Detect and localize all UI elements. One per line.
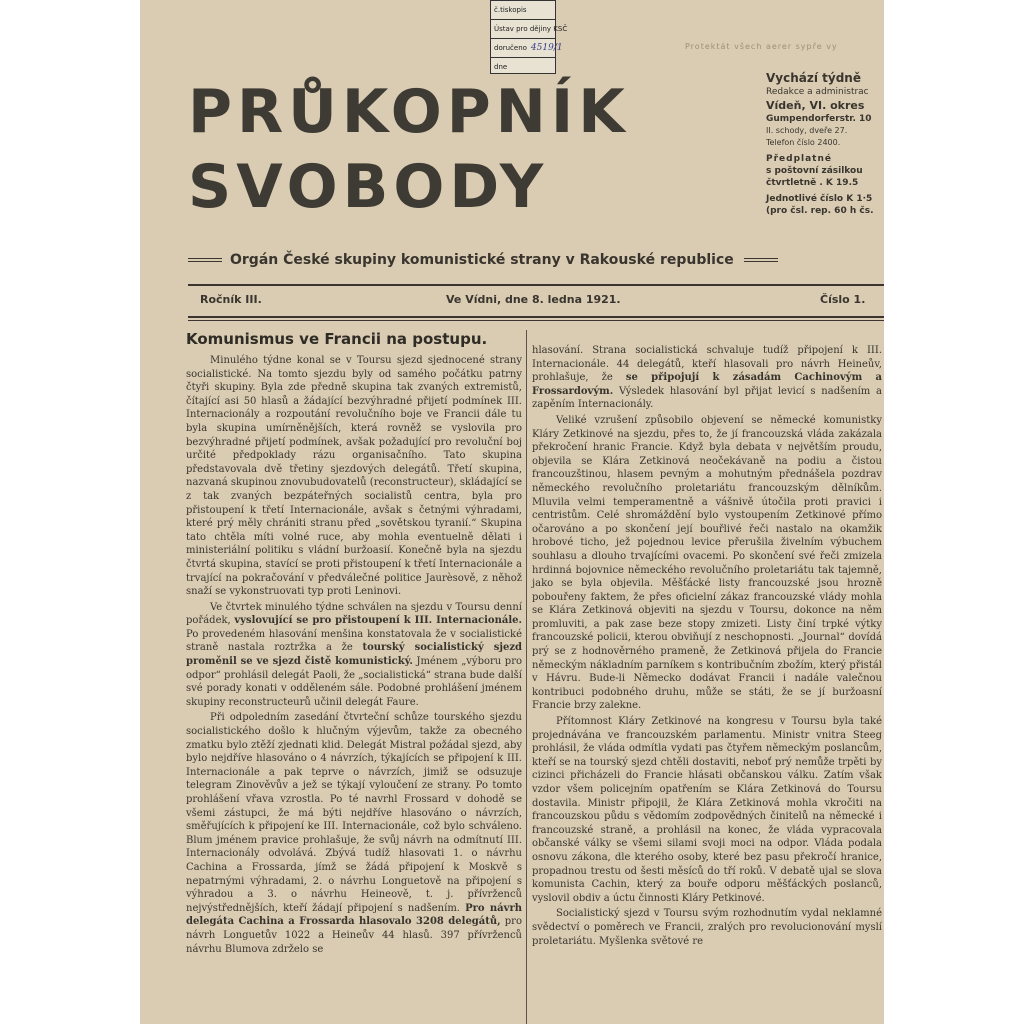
stamp-handwritten-number: 4519/1 xyxy=(530,43,563,53)
article-column-1 xyxy=(186,330,522,1024)
subtitle-dash xyxy=(188,258,222,262)
divider xyxy=(188,320,884,321)
issue-number: Číslo 1. xyxy=(820,293,866,306)
city: Vídeň, VI. okres xyxy=(766,99,865,112)
csr-price: (pro čsl. rep. 60 h čs. xyxy=(766,206,874,216)
subtitle xyxy=(188,252,884,268)
column-divider xyxy=(526,330,527,1024)
quarterly-price: čtvrtletně . K 19.5 xyxy=(766,178,859,188)
article-headline: Komunismus ve Francii na postupu. xyxy=(186,330,488,348)
stamp-row: Ústav pro dějiny KSČ xyxy=(491,20,555,39)
subtitle-dash xyxy=(744,258,778,262)
stamp-row: dne xyxy=(494,63,508,71)
stamp-row: č.tiskopis xyxy=(491,1,555,20)
floor: II. schody, dveře 27. xyxy=(766,126,848,135)
divider xyxy=(188,316,884,318)
publisher-info xyxy=(766,70,896,217)
divider xyxy=(188,284,884,286)
single-issue-price: Jednotlivé číslo K 1·5 xyxy=(766,194,873,204)
frequency: Vychází týdně xyxy=(766,71,861,85)
subtitle-text: Orgán České skupiny komunistické strany v Rakouské republice xyxy=(230,252,734,268)
newspaper-page xyxy=(140,0,884,1024)
paragraph: Veliké vzrušení způsobilo objevení se německé komunistky Kláry Zetkinové na sjezdu, přes to, že jí francouzská vláda zakázala překročení hranic Francie. Když byla debata v největším proudu, objevila se Klára Zetkinová neočekávaně na podiu a čistou francouzštinou, hlasem pevným a mohutným přednášela pozdrav německého revolučního proletariátu francouzským dělníkům. Mluvila velmi temperamentně a vášnivě útočila proti pravici i centristům. Celé shromáždění bylo vystoupením Zetkinové přímo očarováno a po skončení její bouřlivé řeči nastalo na okamžik hrobové ticho, jež pojednou levice přerušila živelním výbuchem souhlasu a dlouho trvajícími ovacemi. Po skončení své řeči zmizela hrdinná bojovnice německého revolučního proletariátu tak tajemně, jako se byla objevila. Měšťácké listy francouzské jsou hrozně pobouřeny faktem, že přes oficielní zákaz francouzské vlády mohla se Klára Zetkinová objeviti na sjezdu v Toursu, dokonce na něm promluviti, a pak zase beze stopy zmizeti. Listy činí trpké výtky francouzské policii, kterou obviňují z neschopnosti. „Journal“ dovídá prý se z hodnověrného prameně, že Zetkinová přijela do Francie německým nákladním parníkem s kontribučním zbožím, který přistál v Hávru. Bude-li Německo dodávat Francii i nadále valečnou kontribuci podobného druhu, může se státi, že se jí buržoasní Francie brzy zalekne. xyxy=(532,414,882,712)
paragraph: Ve čtvrtek minulého týdne schválen na sjezdu v Toursu denní pořádek, vyslovující se pro přistoupení k III. Internacionále. Po provedeném hlasování menšina konstatovala že v socialistické straně nastala roztržka a že tourský socialistický sjezd proměnil se ve sjezd čistě komunistický. Jménem „výboru pro odpor“ prohlásil delegát Paoli, že „socialistická“ strana bude další své porady konati v odděleném sále. Podobné prohlášení jménem skupiny reconstructeurů učinil delegát Faure. xyxy=(186,601,523,708)
subscription-label: Předplatné xyxy=(766,154,832,164)
paragraph: hlasování. Strana socialistická schvaluje tudíž připojení k III. Internacionále. 44 delegátů, kteří hlasovali pro návrh Heineův, prohlašuje, že se připojují k zásadám Cachinovým a Frossardovým. Výsledek hlasování byl přijat levicí s nadšením a zapěním Internacionály. xyxy=(532,345,882,411)
office-label: Redakce a administrac xyxy=(766,87,869,97)
article-column-2 xyxy=(532,344,882,1024)
dateline xyxy=(188,293,884,311)
masthead-title xyxy=(188,75,630,225)
paragraph: Socialistický sjezd v Toursu svým rozhodnutím vydal neklamné svědectví o poměrech ve Francii, zralých pro revolucionování myslí proletariátu. Myšlenka světové re xyxy=(532,908,882,947)
phone: Telefon číslo 2400. xyxy=(766,138,841,147)
archive-stamp xyxy=(490,0,568,74)
subscription-detail: s poštovní zásilkou xyxy=(766,166,863,176)
issue-date: Ve Vídni, dne 8. ledna 1921. xyxy=(446,293,621,306)
volume: Ročník III. xyxy=(200,293,262,306)
masthead-line: SVOBODY xyxy=(188,152,549,222)
paragraph: Při odpoledním zasedání čtvrteční schůze tourského sjezdu socialistického došlo k hlučným výjevům, takže za obecného zmatku bylo ztěží zjednati klid. Delegát Mistral požádal sjezd, aby bylo nejdříve hlasováno o 4 návrzích, týkajících se připojení k III. Internacionále a pak teprve o návrzích, jimiž se odsuzuje telegram Zinověvův a jež se týkají vyloučení ze strany. Po tomto prohlášení vřava vzrostla. Po té navrhl Frossard v dohodě se všemi zástupci, že má býti nejdříve hlasováno o návrzích, směřujících k připojení ke III. Internacionále, což bylo schváleno. Blum jménem pravice prohlašuje, že svůj návrh na odmítnutí III. Internacionály odvolává. Zbývá tudíž hlasovati 1. o návrhu Cachina a Frossarda, jímž se žádá připojení k Moskvě s nepatrnými výhradami, 2. o návrhu Longuetově na připojení s výhradou a 3. o návrhu Heineově, t. j. přívrženců nejvýstřednějších, kteří žádají připojení s nadšením. Pro návrh delegáta Cachina a Frossarda hlasovalo 3208 delegátů, pro návrh Longuetův 1022 a Heineův 44 hlasů. 397 přívrženců návrhu Blumova zdrželo se xyxy=(186,712,522,955)
paragraph: Přítomnost Kláry Zetkinové na kongresu v Toursu byla také projednávána ve francouzském parlamentu. Ministr vnitra Steeg prohlásil, že vláda odmítla vydati pas čtyřem německým poslancům, kteří se na tourský sjezd chtěli dostaviti, neboť prý nemůže trpěti by cizinci přicházeli do Francie hlásati občanskou válku. Zatím však vzdor všem policejním opatřením se Klára Zetkinová do Toursu dostavila. Ministr připojil, že Klára Zetkinová mohla vkročiti na francouzskou půdu s vědomím zodpovědných činitelů na německé i francouzské straně, a prohlásil na konec, že vláda vypracovala občanské války se všemi silami svoji moci na odpor. Vláda podala osnovu zákona, dle kterého osoby, které bez pasu překročí hranice, propadnou trestu od šesti měsíců do tří roků. V debatě ujal se slova komunista Cachin, který za bouře odporu měšťáckých poslanců, vyslovil obdiv a úctu činnosti Kláry Petkinové. xyxy=(532,716,882,904)
paragraph: Minulého týdne konal se v Toursu sjezd sjednocené strany socialistické. Na tomto sjezdu byly od samého počátku patrny čtyři skupiny. Byla zde předně skupina tak zvaných extremistů, čítající asi 50 hlasů a žádající bezvýhradné přijetí podmínek III. Internacionály a rozpoutání revolučního boje ve Francii dále tu byla skupina umírněnějších, která rovněž se vyslovila pro bezvýhradné přijetí podmínek, avšak požadující pro revoluční boj určité předpoklady rázu organisačního. Tato skupina představovala dvě třetiny sjezdových delegátů. Třetí skupina, nazvaná skupinou znovubudovatelů (reconstructeur), skládající se z tak zvaných bezpáteřných socialistů centra, byla pro přistoupení k třetí Internacionále, avšak s četnými výhradami, které prý měly chrániti stranu před „sovětskou tyranií.“ Skupina tato chtěla míti volné ruce, aby mohla eventuelně dělati i ministeriální politiku s vládní buržoasií. Konečně byla na sjezdu čtvrtá skupina, stavící se proti přistoupení k třetí Internacionále a trvající na pokračování v předválečné politice Jaurèsově, z něhož snaží se vykonstruovati typ proti Leninovi. xyxy=(186,355,522,598)
street: Gumpendorferstr. 10 xyxy=(766,114,872,124)
header-notice: Protektát všech aerer sypře vy xyxy=(685,42,838,51)
stamp-row: doručeno 4519/1 xyxy=(491,39,555,58)
masthead-line: PRŮKOPNÍK xyxy=(188,77,630,147)
